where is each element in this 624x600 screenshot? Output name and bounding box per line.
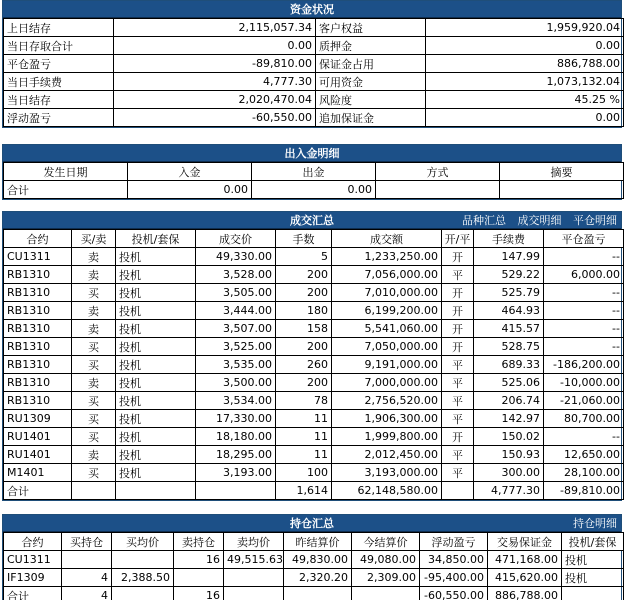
account-value: 0.00 xyxy=(426,109,624,127)
total-cell: -89,810.00 xyxy=(544,482,624,500)
table-cell: 投机 xyxy=(116,284,196,302)
table-cell: 买 xyxy=(72,356,116,374)
table-cell: 28,100.00 xyxy=(544,464,624,482)
column-header: 合约 xyxy=(4,533,62,551)
table-cell: 34,850.00 xyxy=(420,551,488,569)
table-cell: 平 xyxy=(442,356,474,374)
table-cell: -10,000.00 xyxy=(544,374,624,392)
column-header: 买/卖 xyxy=(72,230,116,248)
positions-section xyxy=(2,514,622,600)
table-row xyxy=(4,356,624,374)
total-cell xyxy=(562,587,624,600)
table-cell: 16 xyxy=(174,551,224,569)
table-cell: 158 xyxy=(276,320,332,338)
table-cell: M1401 xyxy=(4,464,72,482)
table-cell: RB1310 xyxy=(4,284,72,302)
table-cell: RB1310 xyxy=(4,302,72,320)
table-cell: RB1310 xyxy=(4,266,72,284)
table-cell: 买 xyxy=(72,428,116,446)
account-row xyxy=(4,37,624,55)
account-value: 1,959,920.04 xyxy=(426,19,624,37)
table-cell: 78 xyxy=(276,392,332,410)
table-cell: 200 xyxy=(276,284,332,302)
column-header: 浮动盈亏 xyxy=(420,533,488,551)
table-cell: 7,000,000.00 xyxy=(332,374,442,392)
table-cell: 买 xyxy=(72,392,116,410)
column-header: 平仓盈亏 xyxy=(544,230,624,248)
account-label: 质押金 xyxy=(316,37,426,55)
table-row xyxy=(4,374,624,392)
table-cell: 471,168.00 xyxy=(488,551,562,569)
table-cell: 1,999,800.00 xyxy=(332,428,442,446)
table-cell: RU1401 xyxy=(4,428,72,446)
trades-header xyxy=(3,212,621,229)
total-cell: 62,148,580.00 xyxy=(332,482,442,500)
account-value: -89,810.00 xyxy=(114,55,316,73)
table-cell: 开 xyxy=(442,428,474,446)
account-label: 可用资金 xyxy=(316,73,426,91)
table-cell: 投机 xyxy=(116,410,196,428)
total-cell: 0.00 xyxy=(128,181,252,199)
table-cell xyxy=(224,569,284,587)
table-cell: 开 xyxy=(442,302,474,320)
table-cell: 11 xyxy=(276,410,332,428)
cashflow-title: 出入金明细 xyxy=(284,147,340,160)
table-cell: 415,620.00 xyxy=(488,569,562,587)
table-cell: 17,330.00 xyxy=(196,410,276,428)
column-header: 开/平 xyxy=(442,230,474,248)
account-value: 2,020,470.04 xyxy=(114,91,316,109)
cashflow-table xyxy=(3,162,624,199)
table-row xyxy=(4,410,624,428)
table-cell: 200 xyxy=(276,338,332,356)
table-row xyxy=(4,248,624,266)
table-cell: 3,534.00 xyxy=(196,392,276,410)
account-label: 平仓盈亏 xyxy=(4,55,114,73)
table-cell: 142.97 xyxy=(474,410,544,428)
account-label: 客户权益 xyxy=(316,19,426,37)
column-header: 买持仓 xyxy=(62,533,112,551)
table-cell: RB1310 xyxy=(4,356,72,374)
table-cell: 49,080.00 xyxy=(352,551,420,569)
table-cell: 投机 xyxy=(116,446,196,464)
table-cell: 卖 xyxy=(72,266,116,284)
table-cell: 投机 xyxy=(116,428,196,446)
total-cell: -60,550.00 xyxy=(420,587,488,600)
table-cell: 卖 xyxy=(72,446,116,464)
total-cell: 合计 xyxy=(4,181,128,199)
table-cell: 买 xyxy=(72,338,116,356)
table-cell: 2,756,520.00 xyxy=(332,392,442,410)
link-position-detail[interactable]: 持仓明细 xyxy=(573,517,617,530)
table-cell: -- xyxy=(544,302,624,320)
table-cell: 3,500.00 xyxy=(196,374,276,392)
table-cell: 100 xyxy=(276,464,332,482)
total-cell xyxy=(116,482,196,500)
table-cell: -- xyxy=(544,284,624,302)
table-cell: -- xyxy=(544,338,624,356)
trades-section xyxy=(2,211,622,501)
account-table xyxy=(3,18,624,127)
trades-table xyxy=(3,229,624,500)
table-row xyxy=(4,284,624,302)
column-header: 卖持仓 xyxy=(174,533,224,551)
table-cell: -- xyxy=(544,320,624,338)
column-header: 买均价 xyxy=(112,533,174,551)
table-cell: 1,906,300.00 xyxy=(332,410,442,428)
table-cell xyxy=(62,551,112,569)
table-cell: RB1310 xyxy=(4,338,72,356)
table-cell: 投机 xyxy=(116,392,196,410)
column-header: 成交额 xyxy=(332,230,442,248)
table-cell: 18,180.00 xyxy=(196,428,276,446)
table-cell: 投机 xyxy=(116,266,196,284)
total-cell xyxy=(196,482,276,500)
column-header: 手数 xyxy=(276,230,332,248)
table-cell: 3,193.00 xyxy=(196,464,276,482)
account-row xyxy=(4,55,624,73)
total-cell xyxy=(352,587,420,600)
column-header: 昨结算价 xyxy=(284,533,352,551)
total-cell: 合计 xyxy=(4,482,72,500)
table-cell: 6,000.00 xyxy=(544,266,624,284)
table-cell: RU1309 xyxy=(4,410,72,428)
table-cell: 3,528.00 xyxy=(196,266,276,284)
table-cell: 18,295.00 xyxy=(196,446,276,464)
account-section xyxy=(2,0,622,128)
table-row xyxy=(4,464,624,482)
account-row xyxy=(4,91,624,109)
account-label: 当日手续费 xyxy=(4,73,114,91)
total-row xyxy=(4,181,624,199)
table-cell: 投机 xyxy=(116,320,196,338)
column-header: 卖均价 xyxy=(224,533,284,551)
account-value: 45.25 % xyxy=(426,91,624,109)
table-cell: 2,320.20 xyxy=(284,569,352,587)
link-trade-detail[interactable]: 成交明细 xyxy=(517,214,562,227)
table-cell: 买 xyxy=(72,284,116,302)
table-cell: 4 xyxy=(62,569,112,587)
table-cell: 平 xyxy=(442,410,474,428)
column-header: 方式 xyxy=(376,163,500,181)
table-cell: 投机 xyxy=(116,356,196,374)
table-cell: 投机 xyxy=(116,338,196,356)
total-cell xyxy=(112,587,174,600)
account-label: 上日结存 xyxy=(4,19,114,37)
account-value: 886,788.00 xyxy=(426,55,624,73)
table-cell: 开 xyxy=(442,338,474,356)
trades-links xyxy=(454,212,617,229)
total-row xyxy=(4,482,624,500)
table-cell: 525.06 xyxy=(474,374,544,392)
table-cell: 49,515.63 xyxy=(224,551,284,569)
positions-links xyxy=(565,515,617,532)
account-value: 0.00 xyxy=(426,37,624,55)
table-cell: 投机 xyxy=(116,302,196,320)
total-cell: 886,788.00 xyxy=(488,587,562,600)
table-cell: 12,650.00 xyxy=(544,446,624,464)
column-header: 今结算价 xyxy=(352,533,420,551)
table-cell: 300.00 xyxy=(474,464,544,482)
total-cell xyxy=(72,482,116,500)
total-cell xyxy=(500,181,624,199)
table-cell: 卖 xyxy=(72,320,116,338)
table-cell: 180 xyxy=(276,302,332,320)
table-cell: 开 xyxy=(442,320,474,338)
total-cell: 0.00 xyxy=(252,181,376,199)
column-header: 合约 xyxy=(4,230,72,248)
account-label: 浮动盈亏 xyxy=(4,109,114,127)
column-header: 投机/套保 xyxy=(562,533,624,551)
account-label: 风险度 xyxy=(316,91,426,109)
total-cell: 1,614 xyxy=(276,482,332,500)
table-cell: 平 xyxy=(442,266,474,284)
table-cell: 平 xyxy=(442,464,474,482)
positions-header xyxy=(3,515,621,532)
table-cell: 11 xyxy=(276,428,332,446)
table-cell: 1,233,250.00 xyxy=(332,248,442,266)
table-row xyxy=(4,446,624,464)
table-cell: 200 xyxy=(276,266,332,284)
table-cell: 80,700.00 xyxy=(544,410,624,428)
table-cell: -21,060.00 xyxy=(544,392,624,410)
table-cell: 206.74 xyxy=(474,392,544,410)
account-label: 当日结存 xyxy=(4,91,114,109)
table-cell: 投机 xyxy=(116,374,196,392)
table-cell: 3,193,000.00 xyxy=(332,464,442,482)
cashflow-section xyxy=(2,144,622,200)
table-cell: 200 xyxy=(276,374,332,392)
link-close-detail[interactable]: 平仓明细 xyxy=(573,214,617,227)
total-cell: 4,777.30 xyxy=(474,482,544,500)
table-cell: 2,012,450.00 xyxy=(332,446,442,464)
table-row xyxy=(4,266,624,284)
total-cell: 16 xyxy=(174,587,224,600)
table-cell: 平 xyxy=(442,374,474,392)
total-cell xyxy=(442,482,474,500)
table-row xyxy=(4,302,624,320)
table-cell: IF1309 xyxy=(4,569,62,587)
table-cell: 平 xyxy=(442,392,474,410)
table-cell: 147.99 xyxy=(474,248,544,266)
total-row xyxy=(4,587,624,600)
table-cell: 3,507.00 xyxy=(196,320,276,338)
table-cell: -95,400.00 xyxy=(420,569,488,587)
total-cell xyxy=(284,587,352,600)
table-cell: 415.57 xyxy=(474,320,544,338)
table-cell: 开 xyxy=(442,248,474,266)
table-cell: -186,200.00 xyxy=(544,356,624,374)
account-row xyxy=(4,109,624,127)
table-cell: 买 xyxy=(72,464,116,482)
trades-title: 成交汇总 xyxy=(290,214,334,227)
column-header: 摘要 xyxy=(500,163,624,181)
table-cell: 投机 xyxy=(116,464,196,482)
account-value: 0.00 xyxy=(114,37,316,55)
column-header: 手续费 xyxy=(474,230,544,248)
column-header: 出金 xyxy=(252,163,376,181)
table-cell: -- xyxy=(544,248,624,266)
table-row xyxy=(4,551,624,569)
cashflow-header xyxy=(3,145,621,162)
table-cell: 2,388.50 xyxy=(112,569,174,587)
table-cell: 260 xyxy=(276,356,332,374)
table-cell: 528.75 xyxy=(474,338,544,356)
table-cell: 7,056,000.00 xyxy=(332,266,442,284)
table-cell: 投机 xyxy=(116,248,196,266)
table-cell: 7,010,000.00 xyxy=(332,284,442,302)
positions-title: 持仓汇总 xyxy=(290,517,334,530)
table-cell: CU1311 xyxy=(4,248,72,266)
account-value: 4,777.30 xyxy=(114,73,316,91)
table-cell: 3,444.00 xyxy=(196,302,276,320)
table-cell: RB1310 xyxy=(4,320,72,338)
table-cell: 卖 xyxy=(72,248,116,266)
account-title: 资金状况 xyxy=(290,3,334,16)
table-cell: 9,191,000.00 xyxy=(332,356,442,374)
column-header: 投机/套保 xyxy=(116,230,196,248)
column-header: 交易保证金 xyxy=(488,533,562,551)
table-cell: 卖 xyxy=(72,302,116,320)
table-cell: 689.33 xyxy=(474,356,544,374)
table-cell: 529.22 xyxy=(474,266,544,284)
table-cell xyxy=(174,569,224,587)
account-row xyxy=(4,73,624,91)
table-cell: 49,830.00 xyxy=(284,551,352,569)
table-cell: 投机 xyxy=(562,551,624,569)
table-cell: -- xyxy=(544,428,624,446)
table-cell: 11 xyxy=(276,446,332,464)
table-cell: 525.79 xyxy=(474,284,544,302)
table-cell xyxy=(112,551,174,569)
link-product-summary[interactable]: 品种汇总 xyxy=(462,214,506,227)
total-cell xyxy=(376,181,500,199)
table-cell: RB1310 xyxy=(4,374,72,392)
account-label: 追加保证金 xyxy=(316,109,426,127)
table-cell: 150.93 xyxy=(474,446,544,464)
account-header xyxy=(3,1,621,18)
table-cell: 3,505.00 xyxy=(196,284,276,302)
table-cell: RB1310 xyxy=(4,392,72,410)
table-cell: RU1401 xyxy=(4,446,72,464)
table-cell: 7,050,000.00 xyxy=(332,338,442,356)
column-header: 成交价 xyxy=(196,230,276,248)
total-cell xyxy=(224,587,284,600)
table-cell: 投机 xyxy=(562,569,624,587)
table-cell: CU1311 xyxy=(4,551,62,569)
table-row xyxy=(4,320,624,338)
table-cell: 买 xyxy=(72,410,116,428)
table-row xyxy=(4,392,624,410)
table-cell: 464.93 xyxy=(474,302,544,320)
account-label: 保证金占用 xyxy=(316,55,426,73)
table-cell: 5,541,060.00 xyxy=(332,320,442,338)
table-cell: 平 xyxy=(442,446,474,464)
table-row xyxy=(4,338,624,356)
table-cell: 6,199,200.00 xyxy=(332,302,442,320)
table-row xyxy=(4,428,624,446)
total-cell: 4 xyxy=(62,587,112,600)
account-label: 当日存取合计 xyxy=(4,37,114,55)
table-row xyxy=(4,569,624,587)
column-header: 入金 xyxy=(128,163,252,181)
positions-table xyxy=(3,532,624,600)
account-row xyxy=(4,19,624,37)
table-cell: 3,535.00 xyxy=(196,356,276,374)
column-header: 发生日期 xyxy=(4,163,128,181)
table-cell: 卖 xyxy=(72,374,116,392)
account-value: -60,550.00 xyxy=(114,109,316,127)
total-cell: 合计 xyxy=(4,587,62,600)
table-cell: 5 xyxy=(276,248,332,266)
account-value: 1,073,132.04 xyxy=(426,73,624,91)
table-cell: 49,330.00 xyxy=(196,248,276,266)
table-cell: 3,525.00 xyxy=(196,338,276,356)
table-cell: 2,309.00 xyxy=(352,569,420,587)
table-cell: 开 xyxy=(442,284,474,302)
account-value: 2,115,057.34 xyxy=(114,19,316,37)
table-cell: 150.02 xyxy=(474,428,544,446)
